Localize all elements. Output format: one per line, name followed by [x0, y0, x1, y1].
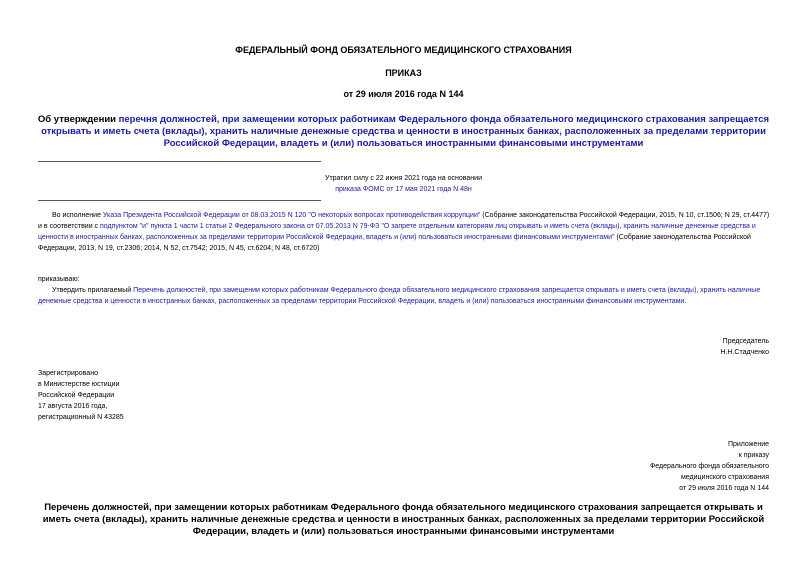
title-link[interactable]: перечня должностей, при замещении которых работникам Федерального фонда обязательного медицинского страхования запрещается открывать и иметь счета (вклады), хранить наличные денежные средства и ценности в иностранных банках, расположенных за пределами территории Российской Федерации, владеть и (или) пользоваться иностранными финансовыми инструментами: [41, 114, 770, 149]
registration-line: Российской Федерации: [38, 392, 115, 399]
decree-link[interactable]: Указа Президента Российской Федерации от 08.03.2015 N 120 "О некоторых вопросах противодействия коррупции": [102, 212, 481, 219]
preamble-text-3: (Собрание законодательства Российской Федерации, 2013, N 19, ст.2306; 2014, N 52, ст.7542; 2015, N 45, ст.6204; N 48, ст.6720): [38, 234, 751, 252]
signature-name: Н.Н.Стадченко: [720, 349, 769, 356]
approve-text-2: .: [684, 298, 687, 305]
list-title: Перечень должностей, при замещении которых работникам Федерального фонда обязательного медицинского страхования запрещается открывать и иметь счета (вклады), хранить наличные денежные средства и ценности в иностранных банках, расположенных за пределами территории Российской Федерации, владеть и (или) пользоваться иностранными финансовыми инструментами: [42, 502, 765, 537]
doc-date: от 29 июля 2016 года N 144: [343, 89, 464, 99]
list-link[interactable]: Перечень должностей, при замещении которых работникам Федерального фонда обязательного медицинского страхования запрещается открывать и иметь счета (вклады), хранить наличные денежные средства и ценности в иностранных банках, расположенных за пределами территории Российской Федерации, владеть и (или) пользоваться иностранными финансовыми инструментами: [38, 287, 761, 305]
appendix-line: к приказу: [738, 452, 769, 459]
approve-paragraph: [38, 285, 772, 307]
order-word: приказываю:: [38, 276, 80, 283]
approve-text-1: Утвердить прилагаемый: [52, 287, 134, 294]
registration-line: в Министерстве юстиции: [38, 381, 120, 388]
document-title: [36, 114, 771, 150]
preamble-text-2: (Собрание законодательства Российской Федерации, 2015, N 10, ст.1506; N 29, ст.4477) и в соответствии с: [38, 212, 770, 230]
doc-type: ПРИКАЗ: [385, 68, 422, 78]
appendix-line: от 29 июля 2016 года N 144: [679, 485, 769, 492]
appendix-line: Приложение: [727, 441, 769, 448]
appendix-line: Федерального фонда обязательного: [649, 463, 769, 470]
status-link[interactable]: приказа ФОМС от 17 мая 2021 года N 48н: [335, 186, 472, 193]
title-prefix: Об утверждении: [37, 114, 119, 125]
registration-line: регистрационный N 43285: [38, 414, 124, 421]
divider-bottom: [38, 200, 321, 201]
federal-law-link[interactable]: подпунктом "и" пункта 1 части 1 статьи 2 Федерального закона от 07.05.2013 N 79-ФЗ "О запрете отдельным категориям лиц открывать и иметь счета (вклады), хранить наличные денежные средства и ценности в иностранных банках, расположенных за пределами территории Российской Федерации, владеть и (или) пользоваться иностранными финансовыми инструментами": [38, 223, 756, 241]
registration-line: Зарегистрировано: [38, 370, 98, 377]
appendix-line: медицинского страхования: [680, 474, 769, 481]
appendix-block: [650, 439, 769, 494]
signature-role: Председатель: [722, 338, 769, 345]
preamble: [38, 210, 772, 254]
status-line: Утратил силу с 22 июня 2021 года на основании: [325, 175, 482, 182]
divider-top: [38, 161, 321, 162]
registration-block: [38, 368, 124, 423]
org-name: ФЕДЕРАЛЬНЫЙ ФОНД ОБЯЗАТЕЛЬНОГО МЕДИЦИНСКОГО СТРАХОВАНИЯ: [235, 45, 572, 55]
preamble-text-1: Во исполнение: [52, 212, 103, 219]
registration-line: 17 августа 2016 года,: [38, 403, 108, 410]
